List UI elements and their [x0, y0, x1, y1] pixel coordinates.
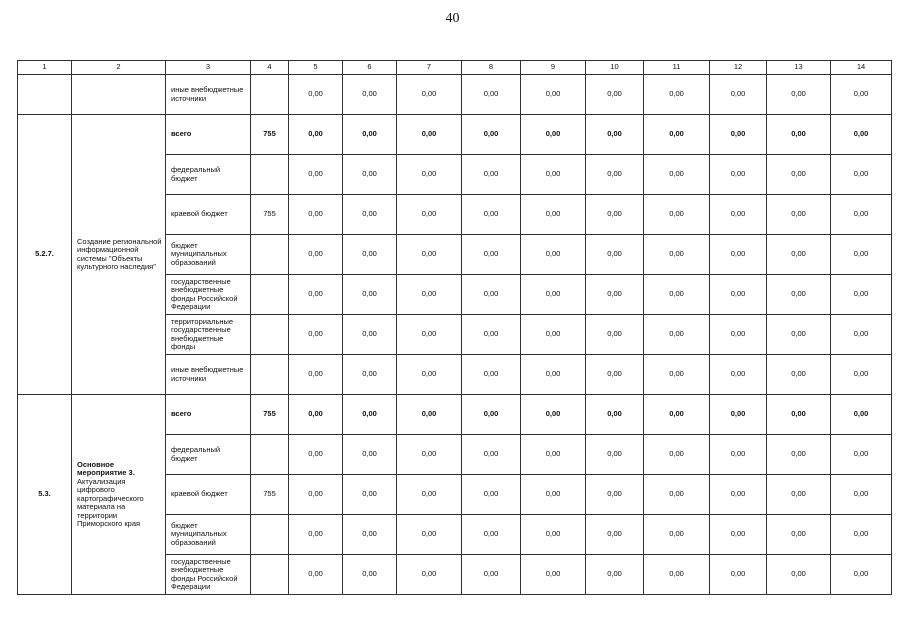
amount-cell: 0,00 — [521, 395, 586, 435]
amount-cell: 0,00 — [767, 395, 831, 435]
amount-cell: 0,00 — [767, 115, 831, 155]
funding-source: бюджет муниципальных образований — [166, 235, 251, 275]
item-name — [72, 115, 166, 395]
amount-cell: 0,00 — [644, 355, 710, 395]
amount-cell: 0,00 — [343, 355, 397, 395]
amount-cell: 0,00 — [462, 555, 521, 595]
amount-cell: 0,00 — [343, 155, 397, 195]
item-name-text: Создание региональной информационной системы "Объекты культурного наследия" — [77, 236, 162, 271]
amount-cell: 0,00 — [644, 555, 710, 595]
amount-cell: 0,00 — [397, 195, 462, 235]
table-row — [18, 75, 892, 115]
funding-source: краевой бюджет — [166, 195, 251, 235]
amount-cell: 0,00 — [767, 275, 831, 315]
budget-code — [251, 515, 289, 555]
amount-cell: 0,00 — [521, 435, 586, 475]
amount-cell: 0,00 — [462, 235, 521, 275]
amount-cell: 0,00 — [831, 555, 892, 595]
amount-cell: 0,00 — [767, 355, 831, 395]
amount-cell: 0,00 — [462, 275, 521, 315]
amount-cell: 0,00 — [397, 115, 462, 155]
amount-cell: 0,00 — [289, 395, 343, 435]
amount-cell: 0,00 — [644, 435, 710, 475]
column-header: 3 — [166, 61, 251, 75]
amount-cell: 0,00 — [831, 435, 892, 475]
column-header: 12 — [710, 61, 767, 75]
budget-code: 755 — [251, 115, 289, 155]
amount-cell: 0,00 — [462, 395, 521, 435]
header-row — [18, 61, 892, 75]
column-header: 9 — [521, 61, 586, 75]
budget-code: 755 — [251, 475, 289, 515]
amount-cell: 0,00 — [767, 75, 831, 115]
amount-cell: 0,00 — [644, 515, 710, 555]
amount-cell: 0,00 — [831, 155, 892, 195]
table-row — [18, 395, 892, 435]
amount-cell: 0,00 — [831, 115, 892, 155]
funding-source: федеральный бюджет — [166, 155, 251, 195]
amount-cell: 0,00 — [831, 315, 892, 355]
amount-cell: 0,00 — [462, 315, 521, 355]
amount-cell: 0,00 — [831, 395, 892, 435]
budget-code — [251, 355, 289, 395]
amount-cell: 0,00 — [462, 155, 521, 195]
item-name — [72, 395, 166, 595]
amount-cell: 0,00 — [462, 75, 521, 115]
amount-cell: 0,00 — [521, 515, 586, 555]
funding-source: иные внебюджетные источники — [166, 355, 251, 395]
amount-cell: 0,00 — [521, 75, 586, 115]
amount-cell: 0,00 — [767, 155, 831, 195]
amount-cell: 0,00 — [462, 435, 521, 475]
amount-cell: 0,00 — [644, 115, 710, 155]
amount-cell: 0,00 — [521, 195, 586, 235]
amount-cell: 0,00 — [586, 275, 644, 315]
amount-cell: 0,00 — [586, 235, 644, 275]
amount-cell: 0,00 — [397, 555, 462, 595]
amount-cell: 0,00 — [521, 275, 586, 315]
amount-cell: 0,00 — [644, 235, 710, 275]
amount-cell: 0,00 — [521, 235, 586, 275]
amount-cell: 0,00 — [831, 235, 892, 275]
budget-code — [251, 235, 289, 275]
item-name-text: Актуализация цифрового картографического материала на территории Приморского края — [77, 476, 144, 528]
amount-cell: 0,00 — [289, 195, 343, 235]
amount-cell: 0,00 — [586, 555, 644, 595]
amount-cell: 0,00 — [343, 275, 397, 315]
amount-cell: 0,00 — [397, 515, 462, 555]
amount-cell: 0,00 — [289, 475, 343, 515]
amount-cell: 0,00 — [462, 475, 521, 515]
amount-cell: 0,00 — [644, 155, 710, 195]
funding-source: иные внебюджетные источники — [166, 75, 251, 115]
column-header: 8 — [462, 61, 521, 75]
column-header: 10 — [586, 61, 644, 75]
page-number: 40 — [445, 11, 460, 26]
amount-cell: 0,00 — [586, 115, 644, 155]
amount-cell: 0,00 — [343, 515, 397, 555]
amount-cell: 0,00 — [644, 195, 710, 235]
amount-cell: 0,00 — [586, 155, 644, 195]
amount-cell: 0,00 — [586, 435, 644, 475]
column-header: 6 — [343, 61, 397, 75]
amount-cell: 0,00 — [289, 315, 343, 355]
amount-cell: 0,00 — [586, 315, 644, 355]
amount-cell: 0,00 — [710, 275, 767, 315]
budget-code: 755 — [251, 395, 289, 435]
amount-cell: 0,00 — [710, 475, 767, 515]
amount-cell: 0,00 — [343, 195, 397, 235]
amount-cell: 0,00 — [644, 475, 710, 515]
amount-cell: 0,00 — [462, 355, 521, 395]
amount-cell: 0,00 — [831, 515, 892, 555]
funding-source: всего — [166, 395, 251, 435]
budget-code — [251, 315, 289, 355]
amount-cell: 0,00 — [397, 355, 462, 395]
amount-cell: 0,00 — [644, 75, 710, 115]
amount-cell: 0,00 — [343, 315, 397, 355]
amount-cell: 0,00 — [831, 275, 892, 315]
budget-code: 755 — [251, 195, 289, 235]
amount-cell: 0,00 — [767, 315, 831, 355]
budget-code — [251, 75, 289, 115]
item-name — [72, 75, 166, 115]
amount-cell: 0,00 — [710, 435, 767, 475]
amount-cell: 0,00 — [397, 75, 462, 115]
budget-code — [251, 435, 289, 475]
amount-cell: 0,00 — [644, 315, 710, 355]
amount-cell: 0,00 — [462, 195, 521, 235]
amount-cell: 0,00 — [289, 515, 343, 555]
amount-cell: 0,00 — [644, 275, 710, 315]
amount-cell: 0,00 — [289, 235, 343, 275]
amount-cell: 0,00 — [289, 75, 343, 115]
item-code: 5.2.7. — [18, 115, 72, 395]
amount-cell: 0,00 — [710, 515, 767, 555]
amount-cell: 0,00 — [710, 75, 767, 115]
amount-cell: 0,00 — [289, 355, 343, 395]
amount-cell: 0,00 — [521, 555, 586, 595]
amount-cell: 0,00 — [586, 475, 644, 515]
column-header: 4 — [251, 61, 289, 75]
funding-source: государственные внебюджетные фонды Российской Федерации — [166, 275, 251, 315]
amount-cell: 0,00 — [397, 395, 462, 435]
column-header: 14 — [831, 61, 892, 75]
amount-cell: 0,00 — [289, 555, 343, 595]
amount-cell: 0,00 — [710, 235, 767, 275]
item-name-title: Основное мероприятие 3. — [77, 459, 135, 477]
amount-cell: 0,00 — [831, 195, 892, 235]
amount-cell: 0,00 — [710, 395, 767, 435]
amount-cell: 0,00 — [521, 475, 586, 515]
amount-cell: 0,00 — [397, 275, 462, 315]
funding-source: территориальные государственные внебюджетные фонды — [166, 315, 251, 355]
amount-cell: 0,00 — [521, 355, 586, 395]
amount-cell: 0,00 — [710, 555, 767, 595]
funding-source: федеральный бюджет — [166, 435, 251, 475]
amount-cell: 0,00 — [767, 435, 831, 475]
column-header: 2 — [72, 61, 166, 75]
funding-source: краевой бюджет — [166, 475, 251, 515]
amount-cell: 0,00 — [289, 435, 343, 475]
amount-cell: 0,00 — [521, 115, 586, 155]
amount-cell: 0,00 — [710, 155, 767, 195]
amount-cell: 0,00 — [343, 435, 397, 475]
amount-cell: 0,00 — [831, 75, 892, 115]
item-code: 5.3. — [18, 395, 72, 595]
column-header: 11 — [644, 61, 710, 75]
amount-cell: 0,00 — [710, 355, 767, 395]
item-code — [18, 75, 72, 115]
budget-code — [251, 155, 289, 195]
amount-cell: 0,00 — [831, 475, 892, 515]
amount-cell: 0,00 — [586, 75, 644, 115]
amount-cell: 0,00 — [521, 155, 586, 195]
amount-cell: 0,00 — [767, 235, 831, 275]
amount-cell: 0,00 — [289, 115, 343, 155]
budget-code — [251, 555, 289, 595]
amount-cell: 0,00 — [343, 75, 397, 115]
amount-cell: 0,00 — [710, 195, 767, 235]
amount-cell: 0,00 — [397, 435, 462, 475]
funding-source: всего — [166, 115, 251, 155]
amount-cell: 0,00 — [343, 115, 397, 155]
amount-cell: 0,00 — [289, 155, 343, 195]
amount-cell: 0,00 — [521, 315, 586, 355]
column-header: 13 — [767, 61, 831, 75]
table-row — [18, 115, 892, 155]
budget-table — [17, 60, 892, 595]
amount-cell: 0,00 — [586, 195, 644, 235]
amount-cell: 0,00 — [397, 235, 462, 275]
amount-cell: 0,00 — [343, 395, 397, 435]
amount-cell: 0,00 — [462, 115, 521, 155]
amount-cell: 0,00 — [767, 555, 831, 595]
funding-source: государственные внебюджетные фонды Российской Федерации — [166, 555, 251, 595]
amount-cell: 0,00 — [343, 555, 397, 595]
amount-cell: 0,00 — [397, 475, 462, 515]
funding-source: бюджет муниципальных образований — [166, 515, 251, 555]
amount-cell: 0,00 — [710, 315, 767, 355]
amount-cell: 0,00 — [462, 515, 521, 555]
amount-cell: 0,00 — [343, 235, 397, 275]
amount-cell: 0,00 — [343, 475, 397, 515]
amount-cell: 0,00 — [710, 115, 767, 155]
amount-cell: 0,00 — [831, 355, 892, 395]
amount-cell: 0,00 — [644, 395, 710, 435]
amount-cell: 0,00 — [767, 475, 831, 515]
amount-cell: 0,00 — [289, 275, 343, 315]
budget-code — [251, 275, 289, 315]
column-header: 1 — [18, 61, 72, 75]
amount-cell: 0,00 — [767, 515, 831, 555]
amount-cell: 0,00 — [767, 195, 831, 235]
column-header: 5 — [289, 61, 343, 75]
amount-cell: 0,00 — [586, 515, 644, 555]
column-header: 7 — [397, 61, 462, 75]
amount-cell: 0,00 — [586, 355, 644, 395]
amount-cell: 0,00 — [586, 395, 644, 435]
amount-cell: 0,00 — [397, 315, 462, 355]
amount-cell: 0,00 — [397, 155, 462, 195]
